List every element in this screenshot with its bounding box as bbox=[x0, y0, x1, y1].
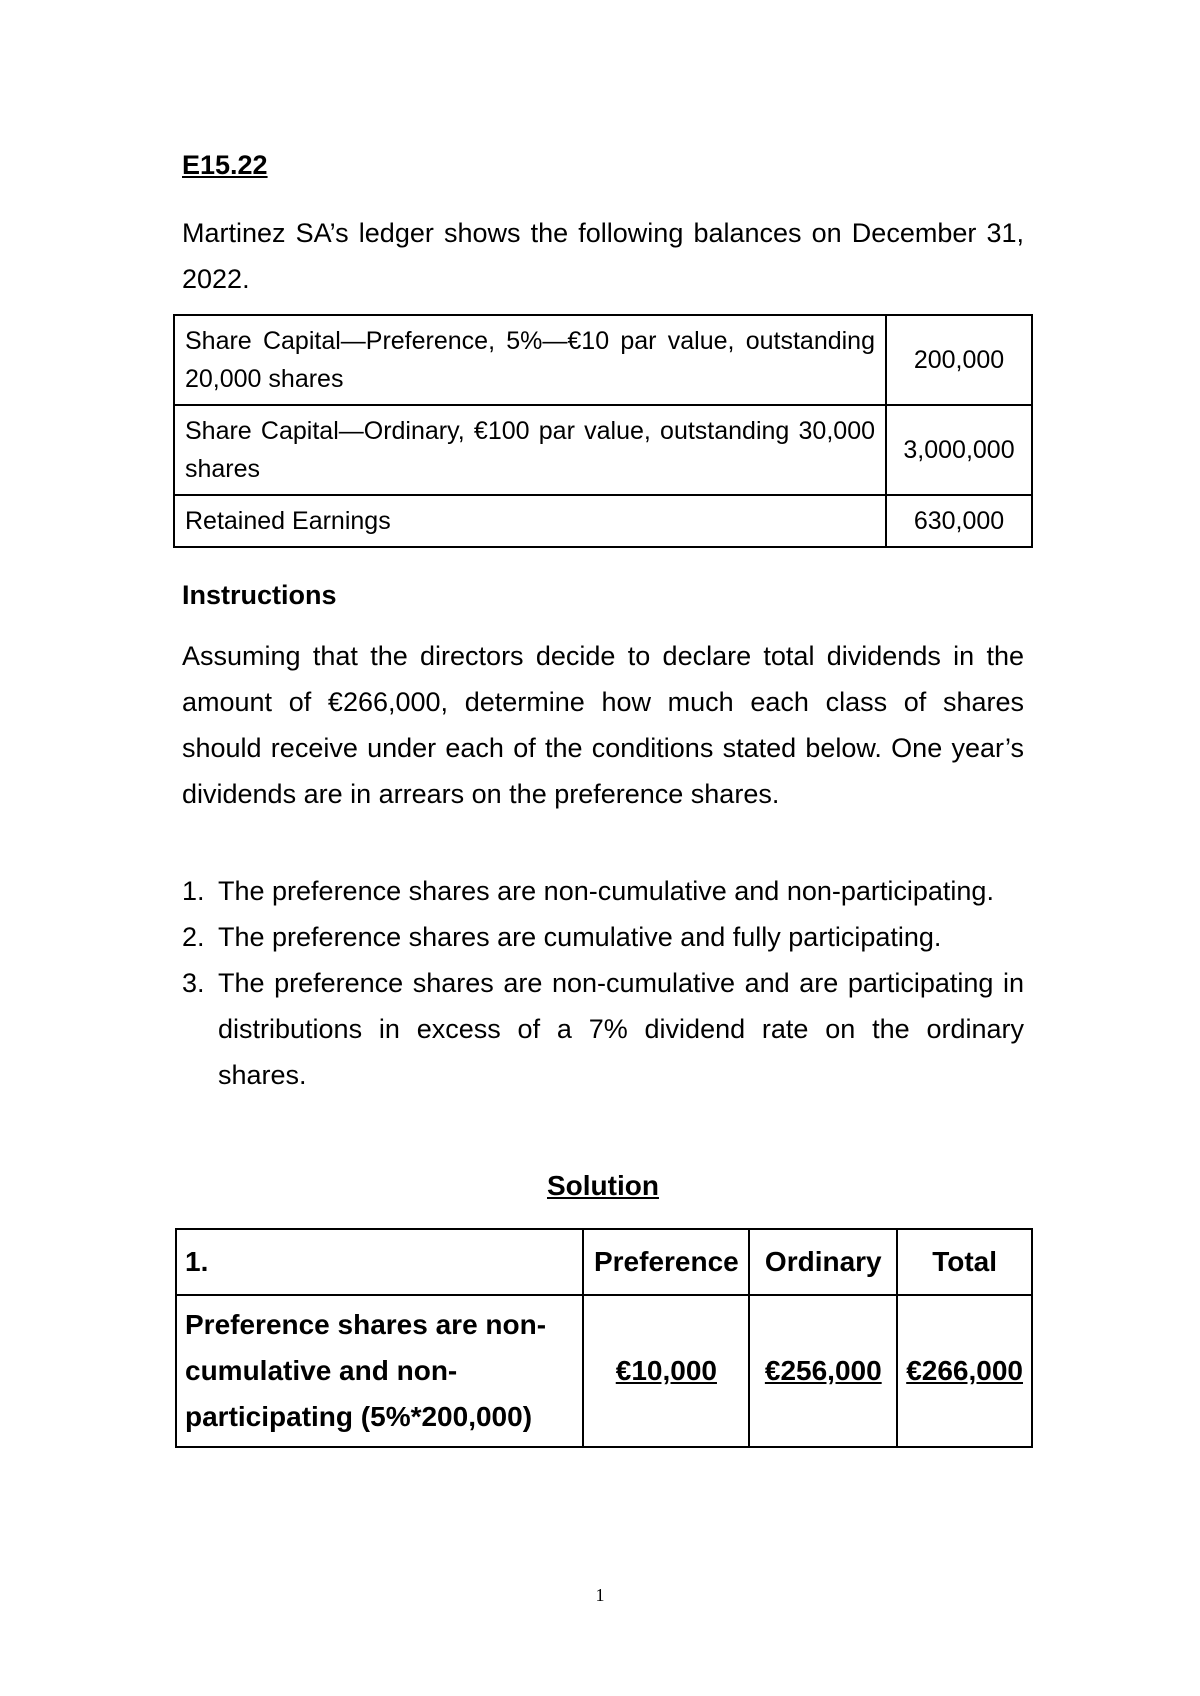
list-item-text: The preference shares are non-cumulative and are participating in distributions in excess of a 7% dividend rate on the ordinary shares. bbox=[218, 968, 1024, 1090]
solution-cell-total bbox=[897, 1295, 1032, 1447]
preference-amount: €10,000 bbox=[615, 1355, 717, 1386]
list-item bbox=[182, 914, 1024, 960]
ledger-row bbox=[174, 495, 1032, 547]
instructions-title: Instructions bbox=[182, 580, 337, 610]
solution-cell-preference bbox=[583, 1295, 749, 1447]
list-item-number: 2. bbox=[182, 922, 205, 952]
ledger-table bbox=[173, 314, 1033, 548]
exercise-heading: E15.22 bbox=[182, 150, 268, 180]
table-row bbox=[176, 1295, 1032, 1447]
solution-header-row bbox=[176, 1229, 1032, 1295]
instructions-text: Assuming that the directors decide to declare total dividends in the amount of €266,000, determine how much each class of shares should receive under each of the conditions stated below. One year’s dividends are in arrears on the preference shares. bbox=[182, 641, 1024, 809]
ledger-row bbox=[174, 405, 1032, 495]
solution-title: Solution bbox=[547, 1170, 659, 1201]
ledger-row bbox=[174, 315, 1032, 405]
page-number: 1 bbox=[595, 1585, 605, 1605]
list-item bbox=[182, 960, 1024, 1098]
list-item-text: The preference shares are non-cumulative and non-participating. bbox=[218, 876, 994, 906]
ordinary-amount: €256,000 bbox=[764, 1355, 882, 1386]
list-item-number: 3. bbox=[182, 968, 205, 998]
ledger-amount: 630,000 bbox=[886, 495, 1032, 547]
ledger-description: Retained Earnings bbox=[174, 495, 886, 547]
solution-table bbox=[175, 1228, 1033, 1448]
ledger-amount: 200,000 bbox=[886, 315, 1032, 405]
solution-cell-ordinary bbox=[749, 1295, 897, 1447]
solution-header-preference: Preference bbox=[583, 1229, 749, 1295]
solution-row-label: Preference shares are non-cumulative and non-participating (5%*200,000) bbox=[176, 1295, 583, 1447]
solution-header-total: Total bbox=[897, 1229, 1032, 1295]
exercise-intro: Martinez SA’s ledger shows the following balances on December 31, 2022. bbox=[182, 218, 1024, 294]
ledger-description: Share Capital—Preference, 5%—€10 par value, outstanding 20,000 shares bbox=[174, 315, 886, 405]
solution-header-ordinary: Ordinary bbox=[749, 1229, 897, 1295]
solution-header-part: 1. bbox=[176, 1229, 583, 1295]
list-item-text: The preference shares are cumulative and fully participating. bbox=[218, 922, 942, 952]
list-item bbox=[182, 868, 1024, 914]
conditions-list bbox=[182, 868, 1024, 1098]
ledger-amount: 3,000,000 bbox=[886, 405, 1032, 495]
list-item-number: 1. bbox=[182, 876, 205, 906]
total-amount: €266,000 bbox=[906, 1355, 1023, 1386]
ledger-description: Share Capital—Ordinary, €100 par value, outstanding 30,000 shares bbox=[174, 405, 886, 495]
